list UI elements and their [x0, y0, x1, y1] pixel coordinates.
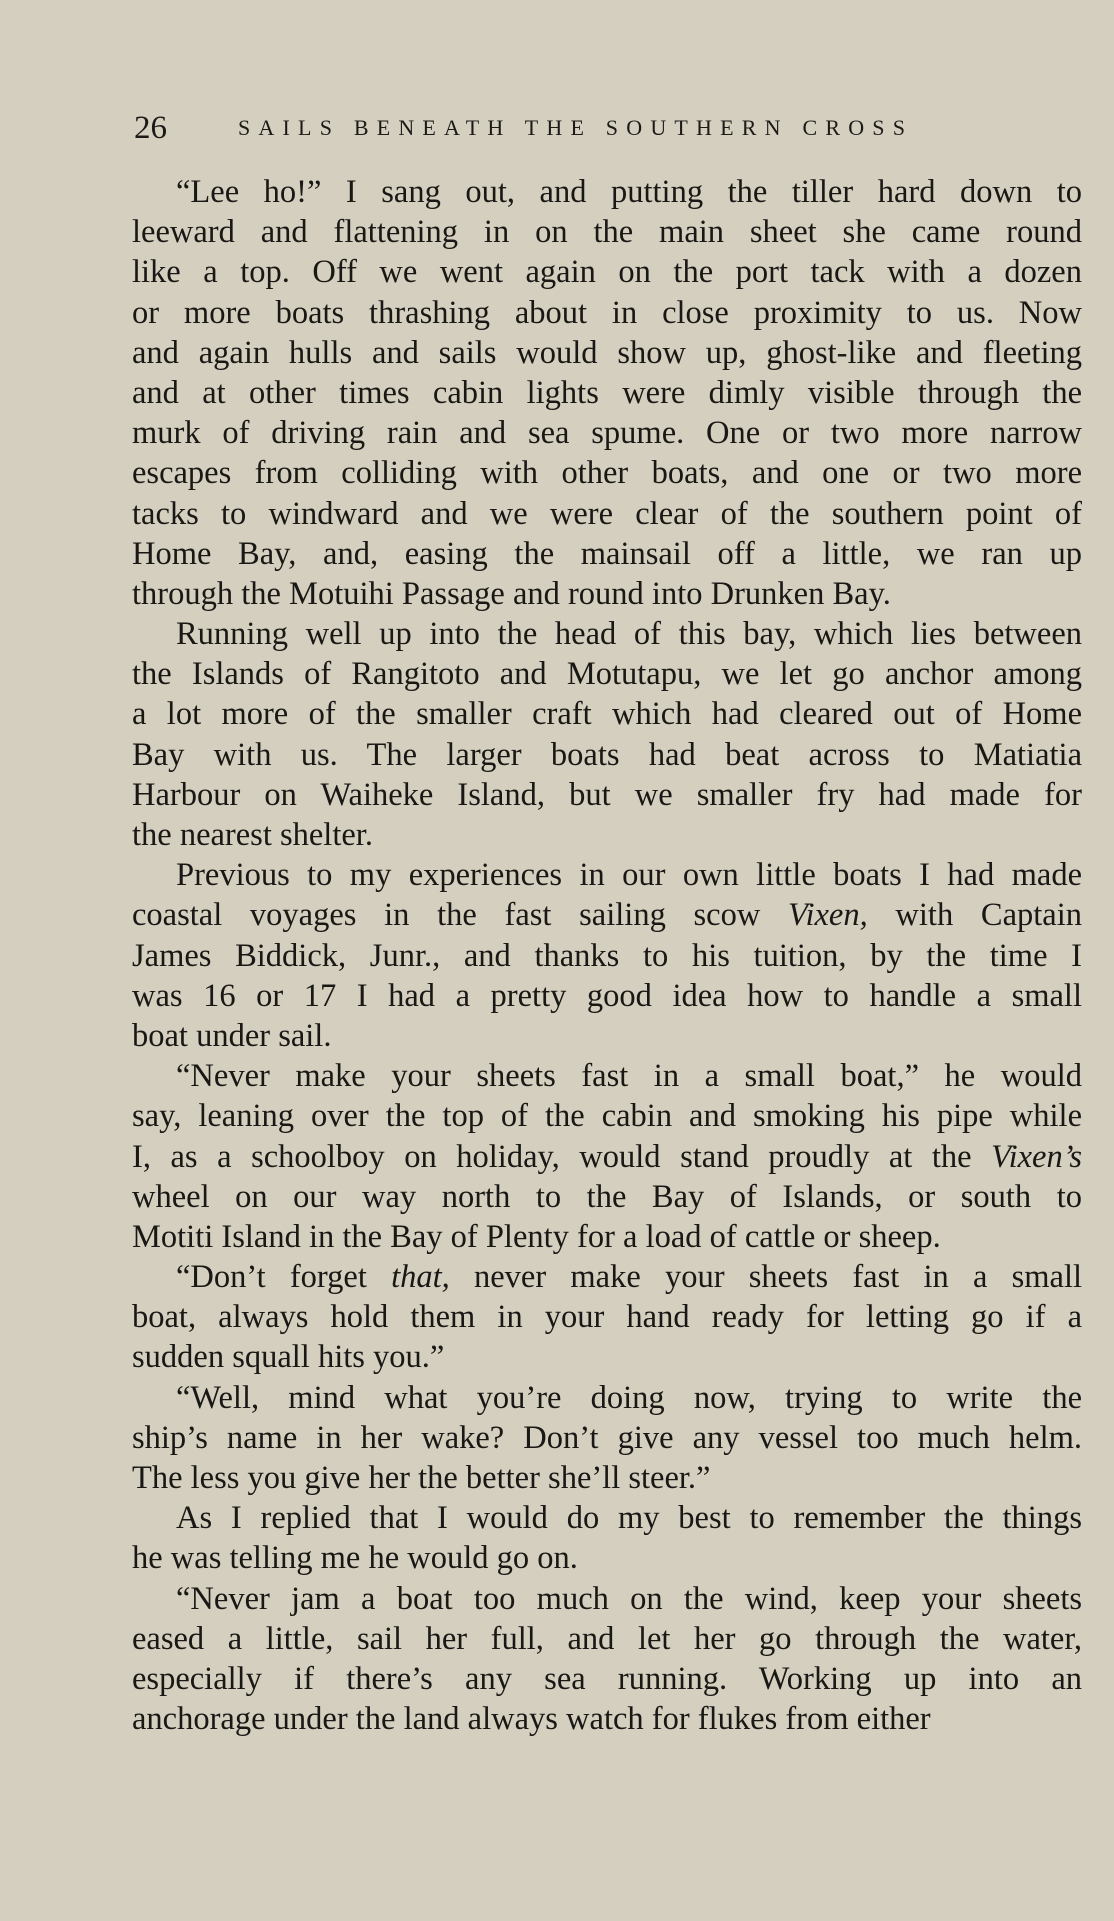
text-line: James Biddick, Junr., and thanks to his tuition, by the time I [132, 937, 1082, 974]
text-line: leeward and flattening in on the main sheet she came round [132, 214, 1082, 251]
text-line: Motiti Island in the Bay of Plenty for a load of cattle or sheep. [132, 1218, 941, 1255]
text-line: Previous to my experiences in our own little boats I had made [176, 857, 1082, 894]
text-line: or more boats thrashing about in close proximity to us. Now [132, 294, 1082, 331]
text-line: murk of driving rain and sea spume. One or two more narrow [132, 415, 1082, 452]
text-segment: “Don’t forget [176, 1259, 392, 1296]
text-line: “Well, mind what you’re doing now, trying to write the [176, 1379, 1082, 1416]
text-line: and at other times cabin lights were dimly visible through the [132, 374, 1082, 411]
text-line: The less you give her the better she’ll steer.” [132, 1460, 711, 1496]
italic-text: Vixen’s [991, 1138, 1082, 1175]
page-header [134, 108, 1028, 148]
text-line: the nearest shelter. [132, 817, 373, 853]
text-line [132, 895, 1082, 935]
text-line: tacks to windward and we were clear of the southern point of [132, 495, 1082, 532]
text-line: escapes from colliding with other boats, and one or two more [132, 455, 1082, 492]
text-line: he was telling me he would go on. [132, 1540, 578, 1577]
text-segment: I, as a schoolboy on holiday, would stand proudly at the [132, 1138, 992, 1175]
text-line: was 16 or 17 I had a pretty good idea how to handle a small [132, 977, 1082, 1014]
text-line: sudden squall hits you.” [132, 1339, 445, 1376]
text-line: As I replied that I would do my best to remember the things [176, 1500, 1082, 1537]
text-line: through the Motuihi Passage and round into Drunken Bay. [132, 575, 891, 612]
text-line: Harbour on Waiheke Island, but we smaller fry had made for [132, 776, 1082, 813]
text-line: wheel on our way north to the Bay of Islands, or south to [132, 1178, 1082, 1215]
text-line: and again hulls and sails would show up, ghost-like and fleeting [132, 334, 1082, 371]
text-line: Bay with us. The larger boats had beat across to Matiatia [132, 736, 1082, 773]
text-segment: never make your sheets fast in a small [449, 1259, 1082, 1296]
page-number: 26 [134, 110, 167, 146]
text-line: ship’s name in her wake? Don’t give any vessel too much helm. [132, 1419, 1082, 1456]
text-segment: with Captain [867, 897, 1082, 934]
italic-text: that, [391, 1259, 450, 1296]
text-line: “Lee ho!” I sang out, and putting the tiller hard down to [176, 174, 1082, 210]
text-line [132, 1137, 1082, 1177]
text-line [132, 1257, 1082, 1297]
text-line: Home Bay, and, easing the mainsail off a little, we ran up [132, 535, 1082, 572]
text-line: like a top. Off we went again on the port tack with a dozen [132, 254, 1082, 291]
text-line: “Never make your sheets fast in a small boat,” he would [176, 1058, 1082, 1095]
text-line: the Islands of Rangitoto and Motutapu, we let go anchor among [132, 656, 1082, 693]
text-line: eased a little, sail her full, and let her go through the water, [132, 1620, 1082, 1657]
text-line: anchorage under the land always watch for flukes from either [132, 1701, 931, 1738]
text-line: a lot more of the smaller craft which had cleared out of Home [132, 696, 1082, 733]
body-text [132, 172, 1082, 1739]
text-segment: coastal voyages in the fast sailing scow [132, 897, 789, 934]
text-line: Running well up into the head of this bay, which lies between [176, 616, 1082, 653]
text-line: say, leaning over the top of the cabin and smoking his pipe while [132, 1098, 1082, 1135]
running-head: SAILS BENEATH THE SOUTHERN CROSS [238, 115, 914, 140]
text-line: boat under sail. [132, 1017, 332, 1054]
text-line: especially if there’s any sea running. Working up into an [132, 1660, 1082, 1697]
italic-text: Vixen, [788, 897, 868, 934]
text-line: boat, always hold them in your hand ready for letting go if a [132, 1299, 1082, 1336]
text-line: “Never jam a boat too much on the wind, keep your sheets [176, 1580, 1082, 1617]
